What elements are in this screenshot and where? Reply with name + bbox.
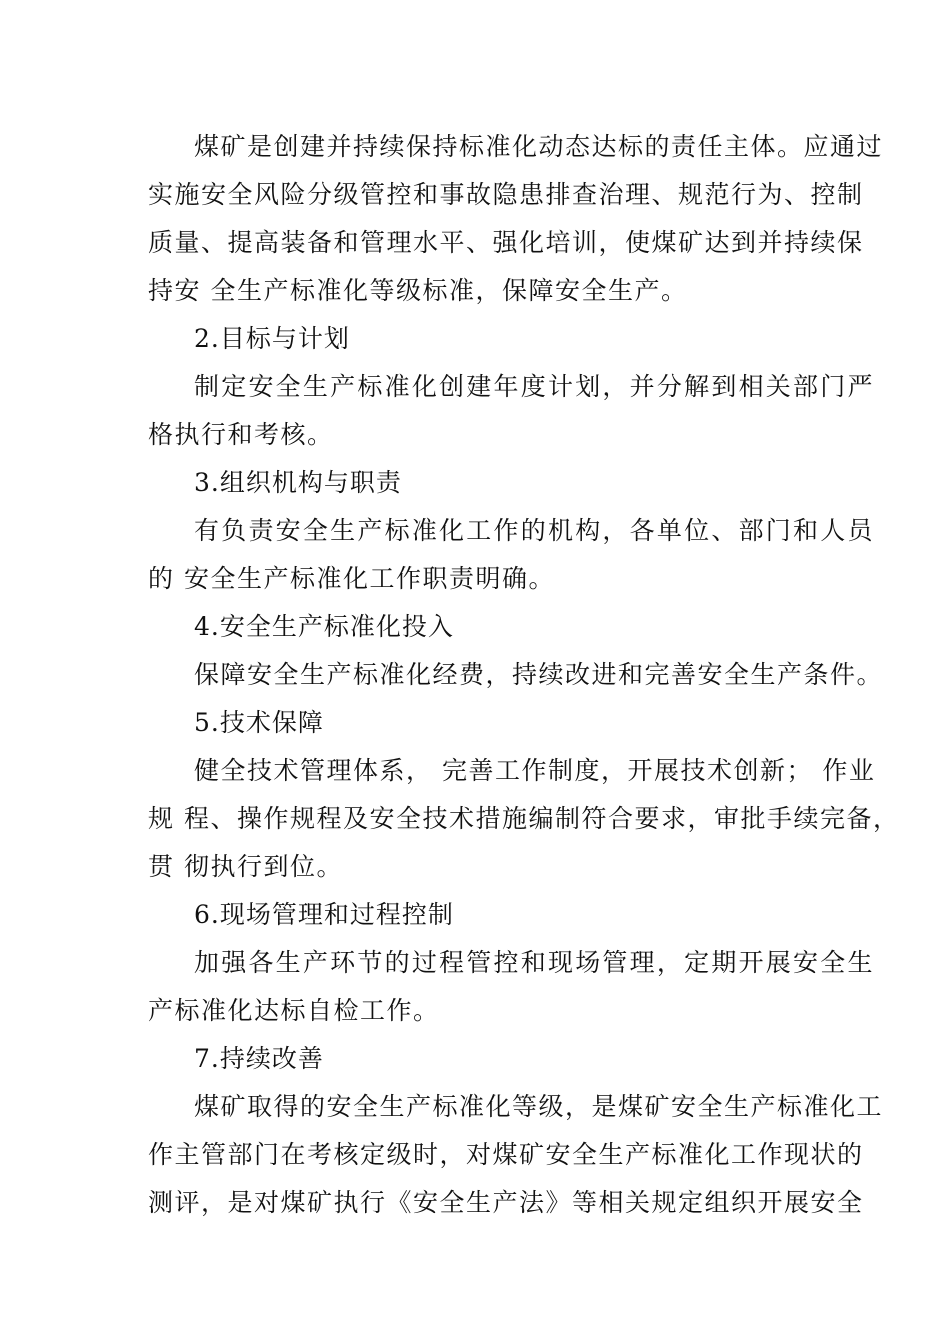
- paragraph-line: 煤矿是创建并持续保持标准化动态达标的责任主体。应通过: [194, 132, 884, 161]
- paragraph-line: 产标准化达标自检工作。: [148, 996, 440, 1025]
- paragraph-line: 格执行和考核。: [148, 420, 334, 449]
- paragraph-line: 煤矿取得的安全生产标准化等级，是煤矿安全生产标准化工: [194, 1092, 884, 1121]
- paragraph-line: 测评，是对煤矿执行《安全生产法》等相关规定组织开展安全: [148, 1188, 864, 1217]
- paragraph-line: 加强各生产环节的过程管控和现场管理，定期开展安全生: [194, 948, 874, 977]
- paragraph-line: 保障安全生产标准化经费，持续改进和完善安全生产条件。: [194, 660, 884, 689]
- paragraph-line: 持安 全生产标准化等级标准，保障安全生产。: [148, 276, 688, 305]
- paragraph-line: 制定安全生产标准化创建年度计划，并分解到相关部门严: [194, 372, 874, 401]
- paragraph-line: 有负责安全生产标准化工作的机构，各单位、部门和人员: [194, 516, 874, 545]
- section-heading: 3.组织机构与职责: [194, 468, 402, 497]
- paragraph-line: 的 安全生产标准化工作职责明确。: [148, 564, 555, 593]
- section-heading: 5.技术保障: [194, 708, 324, 737]
- paragraph-line: 实施安全风险分级管控和事故隐患排查治理、规范行为、控制: [148, 180, 864, 209]
- section-heading: 2.目标与计划: [194, 324, 350, 353]
- paragraph-line: 健全技术管理体系， 完善工作制度，开展技术创新； 作业: [194, 756, 876, 785]
- paragraph-line: 作主管部门在考核定级时，对煤矿安全生产标准化工作现状的: [148, 1140, 864, 1169]
- paragraph-line: 质量、提高装备和管理水平、强化培训，使煤矿达到并持续保: [148, 228, 864, 257]
- section-heading: 6.现场管理和过程控制: [194, 900, 454, 929]
- paragraph-line: 规 程、操作规程及安全技术措施编制符合要求，审批手续完备，: [148, 804, 900, 833]
- paragraph-line: 贯 彻执行到位。: [148, 852, 343, 881]
- section-heading: 4.安全生产标准化投入: [194, 612, 454, 641]
- section-heading: 7.持续改善: [194, 1044, 324, 1073]
